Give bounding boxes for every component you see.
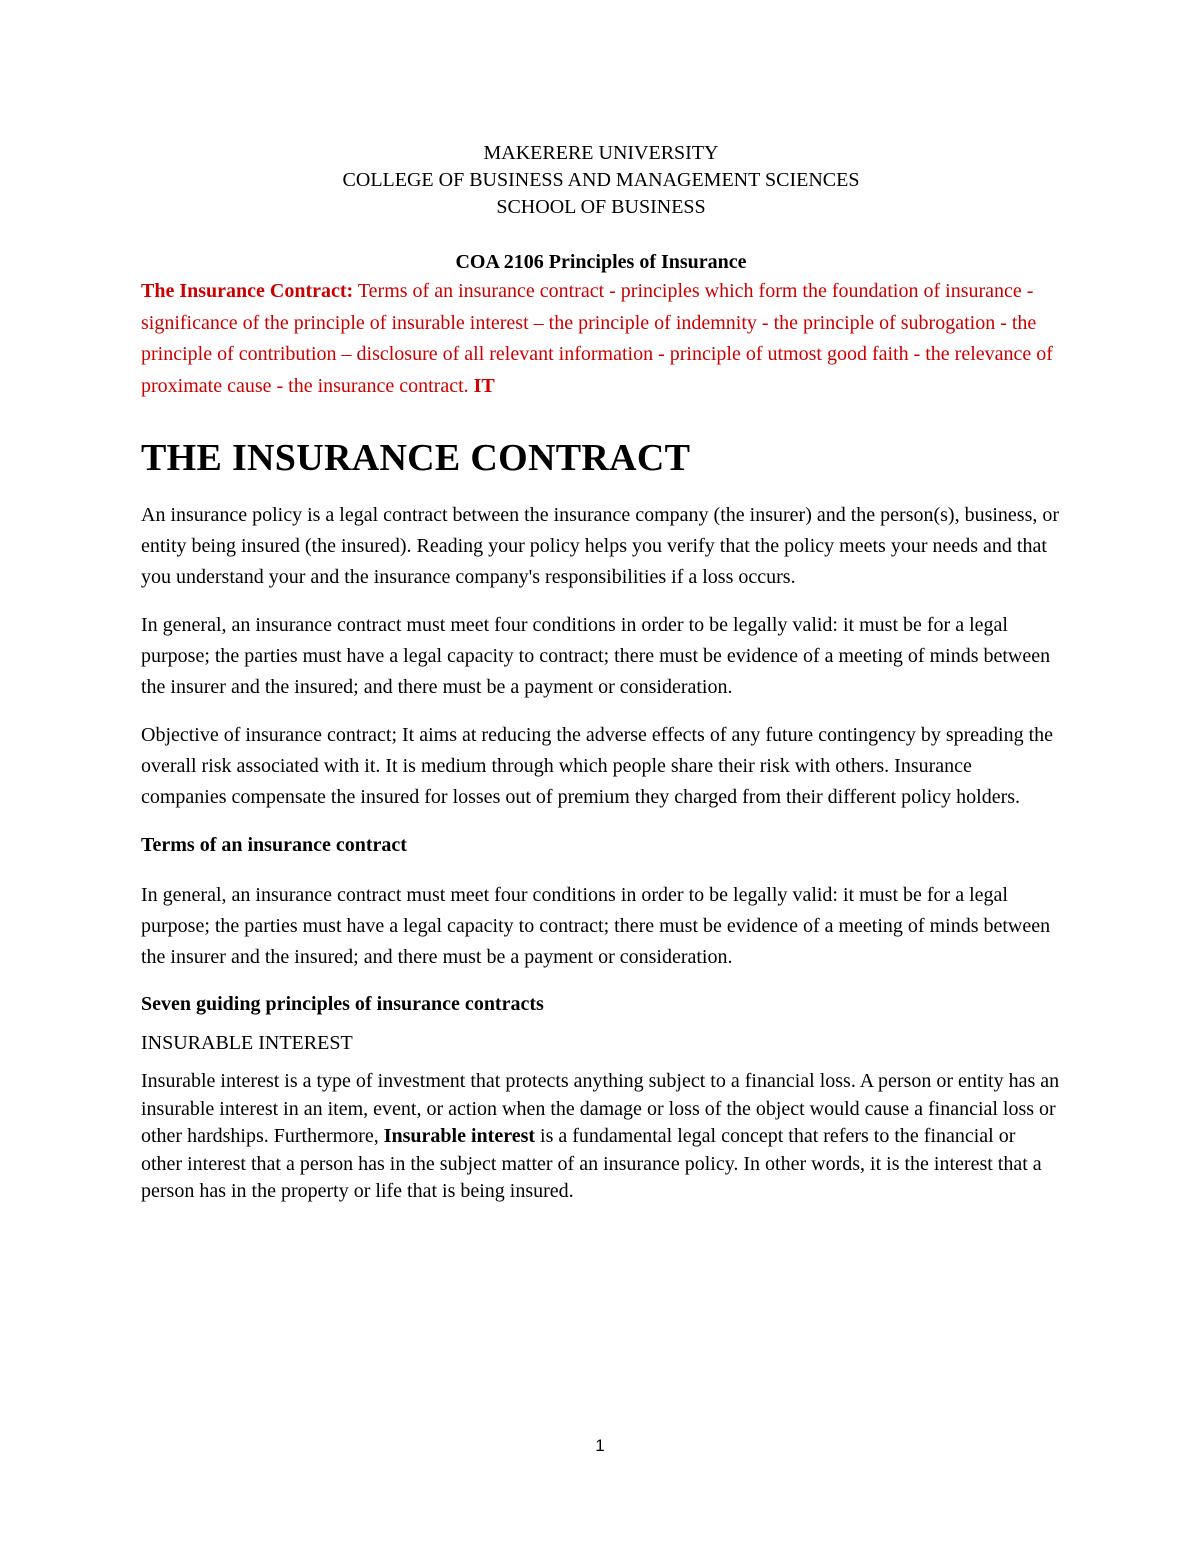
insurable-text-a: Insurable interest is a type of investment that protects anything subject to a financial loss. A person or entity has an insurable interest in an item, event, or action when the damage or loss of the object would cause a financial loss or other hardships. Furthermore, <box>141 1070 1060 1147</box>
synopsis-tail: IT <box>473 374 495 397</box>
paragraph-policy-definition: An insurance policy is a legal contract between the insurance company (the insurer) and the person(s), business, or entity being insured (the insured). Reading your policy helps you verify that the policy meets your needs and that you understand your and the insurance company's responsibilities if a loss occurs. <box>141 504 1060 588</box>
document-title: THE INSURANCE CONTRACT <box>141 437 691 479</box>
university-name: MAKERERE UNIVERSITY <box>483 142 719 164</box>
paragraph-insurable-interest <box>141 1068 1061 1206</box>
synopsis-lead: The Insurance Contract: <box>141 280 354 302</box>
school-name: SCHOOL OF BUSINESS <box>496 196 706 218</box>
terms-heading: Terms of an insurance contract <box>141 834 407 856</box>
principles-heading: Seven guiding principles of insurance contracts <box>141 993 544 1015</box>
insurable-interest-heading: INSURABLE INTEREST <box>141 1032 353 1054</box>
insurable-interest-term: Insurable interest <box>383 1125 536 1147</box>
synopsis-text: Terms of an insurance contract - principles which form the foundation of insurance - significance of the principle of insurable interest – the principle of indemnity - the principle of subrogation - the principle of contribution – disclosure of all relevant information - principle of utmost good faith - the relevance of proximate cause - the insurance contract. <box>141 280 1053 397</box>
page-number: 1 <box>595 1436 605 1455</box>
page-content <box>141 140 1061 1206</box>
paragraph-validity-conditions: In general, an insurance contract must meet four conditions in order to be legally valid: it must be for a legal purpose; the parties must have a legal capacity to contract; there must be evidence of a meeting of minds between the insurer and the insured; and there must be a payment or consideration. <box>141 614 1051 698</box>
course-title: COA 2106 Principles of Insurance <box>455 251 747 273</box>
insurable-text-b: is a fundamental legal concept that refers to the financial or other interest that a person has in the subject matter of an insurance policy. In other words, it is the interest that a person has in the property or life that is being insured. <box>141 1125 1042 1202</box>
college-name: COLLEGE OF BUSINESS AND MANAGEMENT SCIENCES <box>342 169 860 191</box>
paragraph-terms: In general, an insurance contract must meet four conditions in order to be legally valid: it must be for a legal purpose; the parties must have a legal capacity to contract; there must be evidence of a meeting of minds between the insurer and the insured; and there must be a payment or consideration. <box>141 884 1051 968</box>
institution-header <box>141 140 1061 221</box>
paragraph-objective: Objective of insurance contract; It aims at reducing the adverse effects of any future contingency by spreading the overall risk associated with it. It is medium through which people share their risk with others. Insurance companies compensate the insured for losses out of premium they charged from their different policy holders. <box>141 724 1054 808</box>
course-synopsis <box>141 276 1061 402</box>
